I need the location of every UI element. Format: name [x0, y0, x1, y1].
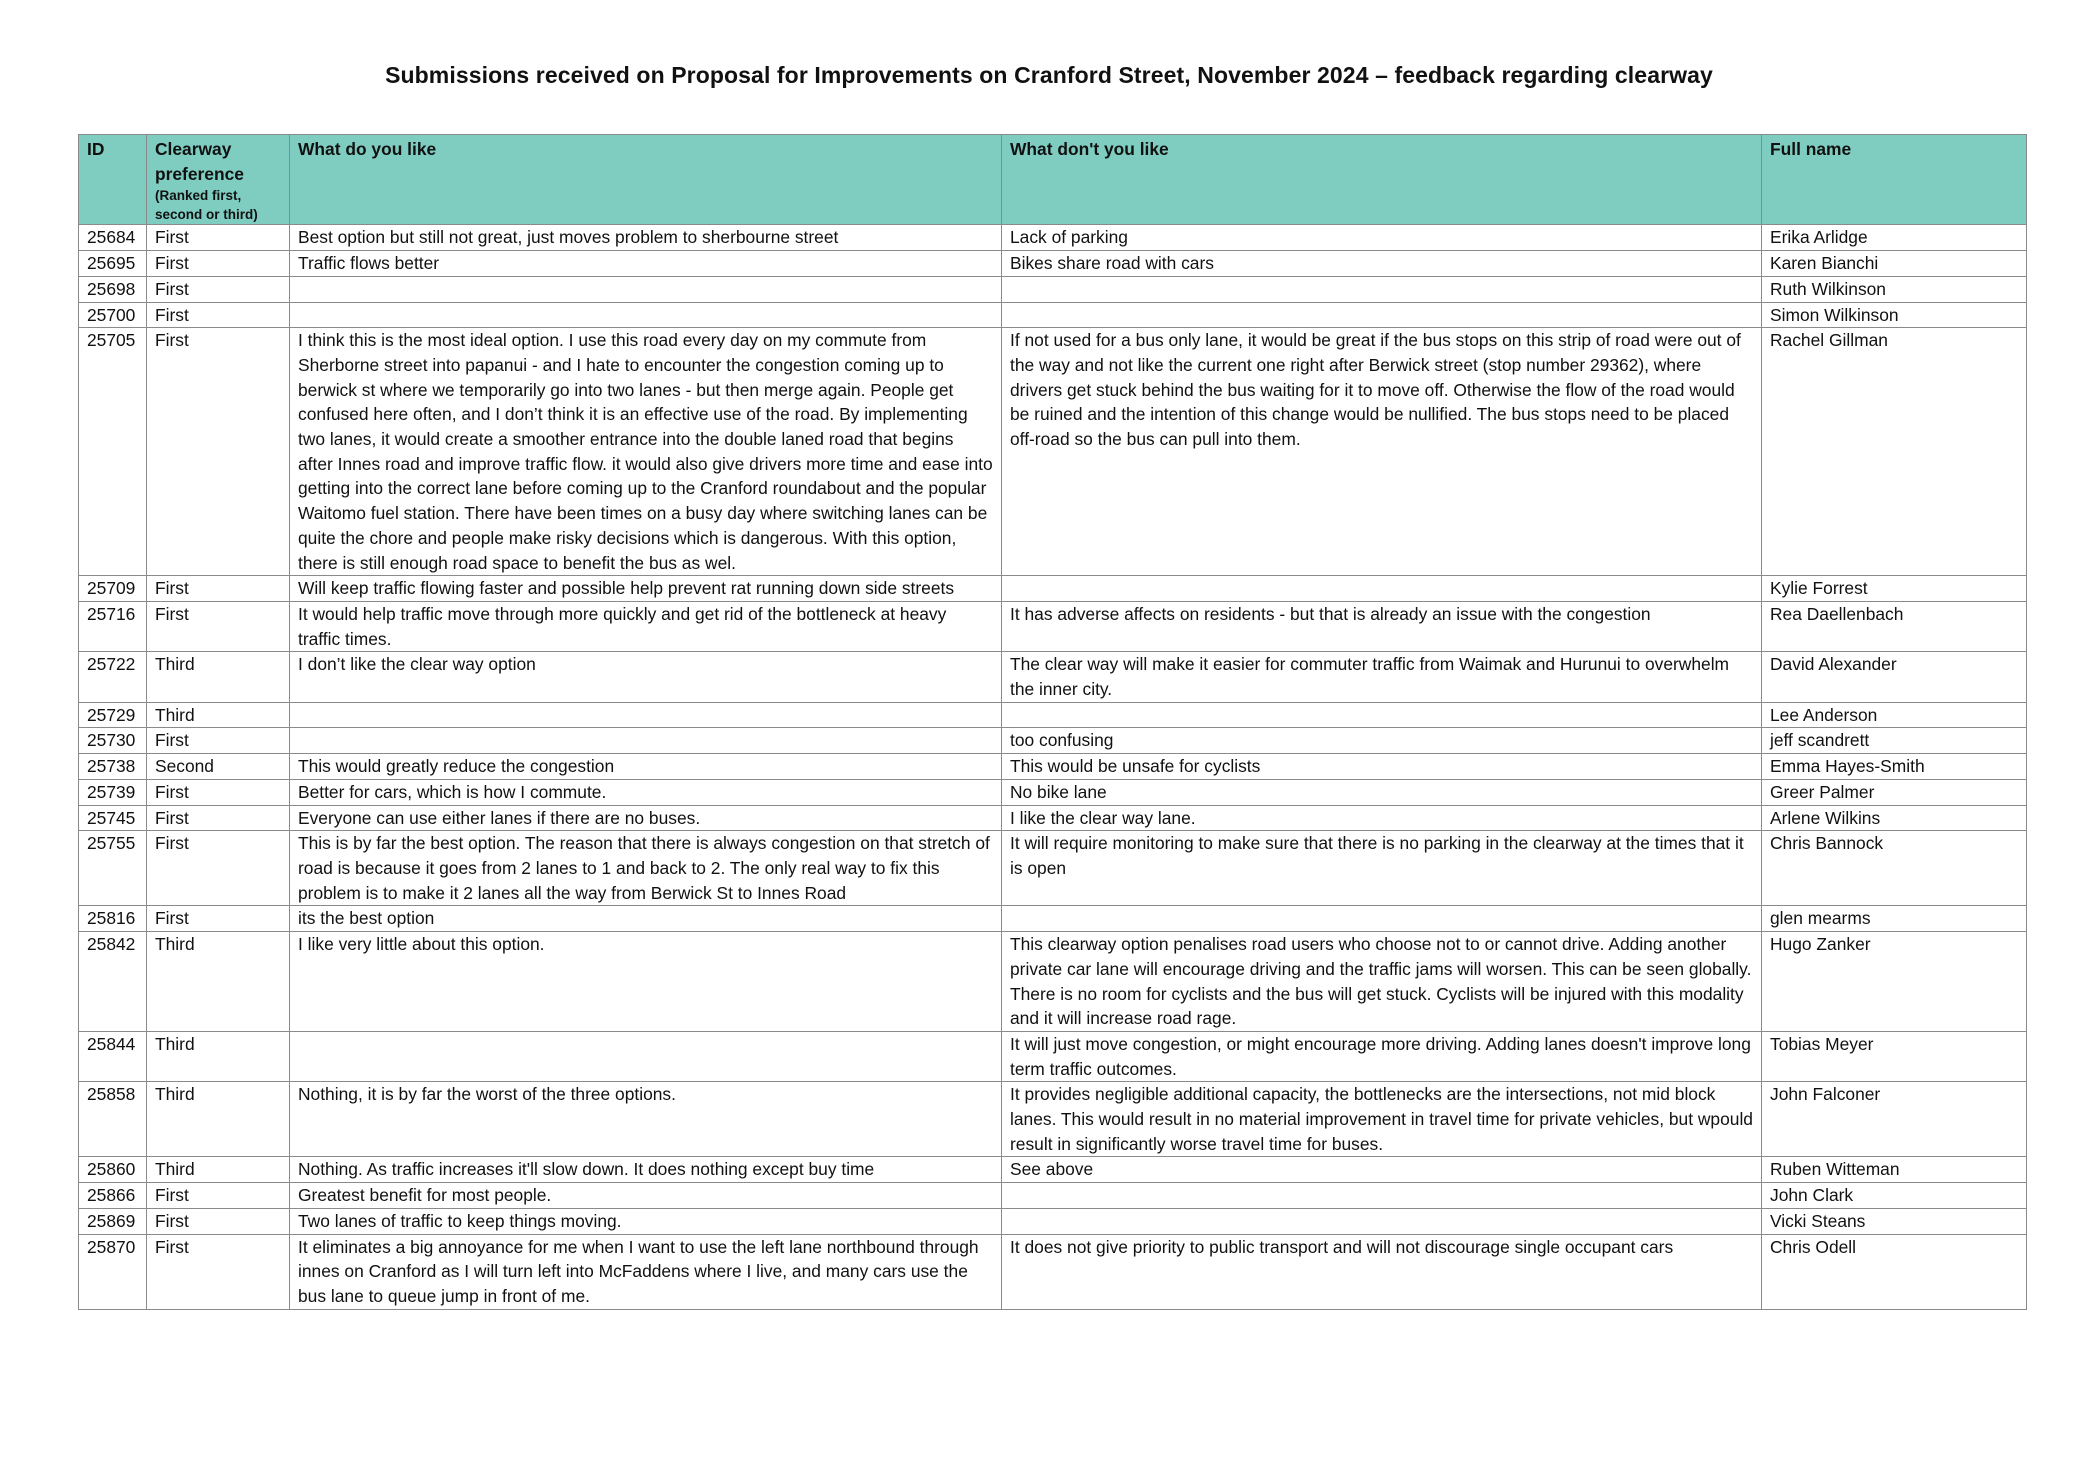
table-row [79, 831, 2027, 906]
cell-dislike [1002, 576, 1762, 602]
table-row [79, 779, 2027, 805]
cell-id: 25755 [79, 831, 147, 906]
cell-like: its the best option [290, 906, 1002, 932]
cell-dislike: Bikes share road with cars [1002, 251, 1762, 277]
cell-id: 25698 [79, 276, 147, 302]
submissions-table [78, 134, 2027, 1310]
table-row [79, 1234, 2027, 1309]
cell-id: 25866 [79, 1183, 147, 1209]
cell-full-name: Tobias Meyer [1762, 1031, 2027, 1081]
cell-preference: First [147, 276, 290, 302]
cell-dislike: The clear way will make it easier for commuter traffic from Waimak and Hurunui to overwhelm the inner city. [1002, 652, 1762, 702]
cell-full-name: Chris Odell [1762, 1234, 2027, 1309]
cell-preference: First [147, 1183, 290, 1209]
table-row [79, 1031, 2027, 1081]
cell-id: 25695 [79, 251, 147, 277]
cell-dislike: It has adverse affects on residents - but that is already an issue with the congestion [1002, 601, 1762, 651]
cell-preference: First [147, 251, 290, 277]
cell-full-name: Ruben Witteman [1762, 1157, 2027, 1183]
cell-id: 25722 [79, 652, 147, 702]
cell-dislike [1002, 702, 1762, 728]
cell-like: It eliminates a big annoyance for me when I want to use the left lane northbound through innes on Cranford as I will turn left into McFaddens where I live, and many cars use the bus lane to queue jump in front of me. [290, 1234, 1002, 1309]
cell-dislike [1002, 276, 1762, 302]
cell-full-name: John Clark [1762, 1183, 2027, 1209]
cell-preference: First [147, 779, 290, 805]
table-row [79, 601, 2027, 651]
cell-full-name: Greer Palmer [1762, 779, 2027, 805]
table-row [79, 302, 2027, 328]
cell-id: 25870 [79, 1234, 147, 1309]
cell-like: This would greatly reduce the congestion [290, 754, 1002, 780]
cell-full-name: Rachel Gillman [1762, 328, 2027, 576]
cell-dislike: It will require monitoring to make sure that there is no parking in the clearway at the times that it is open [1002, 831, 1762, 906]
cell-like: I think this is the most ideal option. I use this road every day on my commute from Sherborne street into papanui - and I hate to encounter the congestion coming up to berwick st where we temporarily go into two lanes - but then merge again. People get confused here often, and I don’t think it is an effective use of the road. By implementing two lanes, it would create a smoother entrance into the double laned road that begins after Innes road and improve traffic flow. it would also give drivers more time and ease into getting into the correct lane before coming up to the Cranford roundabout and the popular Waitomo fuel station. There have been times on a busy day where switching lanes can be quite the chore and people make risky decisions which is dangerous. With this option, there is still enough road space to benefit the bus as wel. [290, 328, 1002, 576]
cell-preference: Third [147, 1082, 290, 1157]
cell-like: Nothing. As traffic increases it'll slow down. It does nothing except buy time [290, 1157, 1002, 1183]
cell-dislike: It will just move congestion, or might encourage more driving. Adding lanes doesn't improve long term traffic outcomes. [1002, 1031, 1762, 1081]
cell-id: 25745 [79, 805, 147, 831]
cell-preference: First [147, 728, 290, 754]
cell-id: 25738 [79, 754, 147, 780]
header-preference-note: (Ranked first, second or third) [155, 188, 258, 223]
cell-like: Everyone can use either lanes if there are no buses. [290, 805, 1002, 831]
cell-id: 25700 [79, 302, 147, 328]
cell-like: Greatest benefit for most people. [290, 1183, 1002, 1209]
table-row [79, 251, 2027, 277]
cell-preference: First [147, 1208, 290, 1234]
table-row [79, 652, 2027, 702]
cell-id: 25709 [79, 576, 147, 602]
cell-like [290, 702, 1002, 728]
cell-full-name: Arlene Wilkins [1762, 805, 2027, 831]
cell-preference: First [147, 831, 290, 906]
cell-full-name: Vicki Steans [1762, 1208, 2027, 1234]
cell-id: 25705 [79, 328, 147, 576]
cell-dislike: too confusing [1002, 728, 1762, 754]
cell-like: Better for cars, which is how I commute. [290, 779, 1002, 805]
table-row [79, 1082, 2027, 1157]
cell-id: 25816 [79, 906, 147, 932]
cell-full-name: Rea Daellenbach [1762, 601, 2027, 651]
cell-preference: Third [147, 1157, 290, 1183]
cell-full-name: Lee Anderson [1762, 702, 2027, 728]
cell-like [290, 302, 1002, 328]
cell-dislike: No bike lane [1002, 779, 1762, 805]
cell-id: 25842 [79, 932, 147, 1032]
cell-dislike [1002, 1208, 1762, 1234]
header-id: ID [79, 135, 147, 225]
cell-full-name: Hugo Zanker [1762, 932, 2027, 1032]
cell-full-name: Erika Arlidge [1762, 225, 2027, 251]
cell-like: I like very little about this option. [290, 932, 1002, 1032]
cell-dislike: It provides negligible additional capacity, the bottlenecks are the intersections, not mid block lanes. This would result in no material improvement in travel time for private vehicles, but wpould result in significantly worse travel time for buses. [1002, 1082, 1762, 1157]
cell-preference: Third [147, 652, 290, 702]
table-row [79, 805, 2027, 831]
cell-id: 25729 [79, 702, 147, 728]
cell-preference: Third [147, 702, 290, 728]
cell-dislike [1002, 302, 1762, 328]
cell-like: It would help traffic move through more quickly and get rid of the bottleneck at heavy traffic times. [290, 601, 1002, 651]
cell-like [290, 276, 1002, 302]
cell-preference: First [147, 805, 290, 831]
cell-dislike: This would be unsafe for cyclists [1002, 754, 1762, 780]
cell-id: 25684 [79, 225, 147, 251]
cell-full-name: Emma Hayes-Smith [1762, 754, 2027, 780]
page-title: Submissions received on Proposal for Improvements on Cranford Street, November 2024 – feedback regarding clearway [385, 62, 1713, 88]
cell-preference: First [147, 328, 290, 576]
table-row [79, 1157, 2027, 1183]
cell-like: Will keep traffic flowing faster and possible help prevent rat running down side streets [290, 576, 1002, 602]
cell-preference: First [147, 601, 290, 651]
table-row [79, 906, 2027, 932]
cell-like [290, 728, 1002, 754]
table-row [79, 728, 2027, 754]
table-row [79, 932, 2027, 1032]
table-row [79, 702, 2027, 728]
cell-preference: First [147, 1234, 290, 1309]
cell-full-name: Kylie Forrest [1762, 576, 2027, 602]
table-row [79, 754, 2027, 780]
cell-id: 25716 [79, 601, 147, 651]
cell-like: I don’t like the clear way option [290, 652, 1002, 702]
header-preference-label: Clearway preference [155, 139, 244, 184]
cell-like: This is by far the best option. The reason that there is always congestion on that stretch of road is because it goes from 2 lanes to 1 and back to 2. The only real way to fix this problem is to make it 2 lanes all the way from Berwick St to Innes Road [290, 831, 1002, 906]
table-header-row [79, 135, 2027, 225]
cell-id: 25739 [79, 779, 147, 805]
cell-like: Nothing, it is by far the worst of the three options. [290, 1082, 1002, 1157]
header-clearway-preference [147, 135, 290, 225]
cell-preference: Third [147, 1031, 290, 1081]
cell-like: Traffic flows better [290, 251, 1002, 277]
cell-preference: Second [147, 754, 290, 780]
table-body [79, 225, 2027, 1309]
cell-preference: First [147, 302, 290, 328]
cell-preference: First [147, 906, 290, 932]
cell-id: 25730 [79, 728, 147, 754]
cell-full-name: jeff scandrett [1762, 728, 2027, 754]
table-row [79, 576, 2027, 602]
cell-like: Best option but still not great, just moves problem to sherbourne street [290, 225, 1002, 251]
cell-like [290, 1031, 1002, 1081]
cell-full-name: David Alexander [1762, 652, 2027, 702]
header-full-name: Full name [1762, 135, 2027, 225]
cell-full-name: Karen Bianchi [1762, 251, 2027, 277]
cell-id: 25858 [79, 1082, 147, 1157]
cell-id: 25844 [79, 1031, 147, 1081]
table-row [79, 1208, 2027, 1234]
table-row [79, 328, 2027, 576]
cell-full-name: Ruth Wilkinson [1762, 276, 2027, 302]
cell-preference: First [147, 576, 290, 602]
cell-dislike: This clearway option penalises road users who choose not to or cannot drive. Adding another private car lane will encourage driving and the traffic jams will worsen. This can be seen globally. There is no room for cyclists and the bus will get stuck. Cyclists will be injured with this modality and it will increase road rage. [1002, 932, 1762, 1032]
cell-preference: Third [147, 932, 290, 1032]
cell-dislike [1002, 906, 1762, 932]
table-row [79, 1183, 2027, 1209]
table-row [79, 225, 2027, 251]
cell-full-name: Chris Bannock [1762, 831, 2027, 906]
cell-dislike: See above [1002, 1157, 1762, 1183]
cell-full-name: glen mearms [1762, 906, 2027, 932]
cell-id: 25869 [79, 1208, 147, 1234]
cell-like: Two lanes of traffic to keep things moving. [290, 1208, 1002, 1234]
table-row [79, 276, 2027, 302]
cell-id: 25860 [79, 1157, 147, 1183]
cell-dislike: If not used for a bus only lane, it would be great if the bus stops on this strip of road were out of the way and not like the current one right after Berwick street (stop number 29362), where drivers get stuck behind the bus waiting for it to move off. Otherwise the flow of the road would be ruined and the intention of this change would be nullified. The bus stops need to be placed off-road so the bus can pull into them. [1002, 328, 1762, 576]
cell-dislike [1002, 1183, 1762, 1209]
cell-preference: First [147, 225, 290, 251]
cell-full-name: Simon Wilkinson [1762, 302, 2027, 328]
header-what-you-dont-like: What don't you like [1002, 135, 1762, 225]
cell-dislike: I like the clear way lane. [1002, 805, 1762, 831]
cell-full-name: John Falconer [1762, 1082, 2027, 1157]
cell-dislike: It does not give priority to public transport and will not discourage single occupant cars [1002, 1234, 1762, 1309]
cell-dislike: Lack of parking [1002, 225, 1762, 251]
header-what-you-like: What do you like [290, 135, 1002, 225]
